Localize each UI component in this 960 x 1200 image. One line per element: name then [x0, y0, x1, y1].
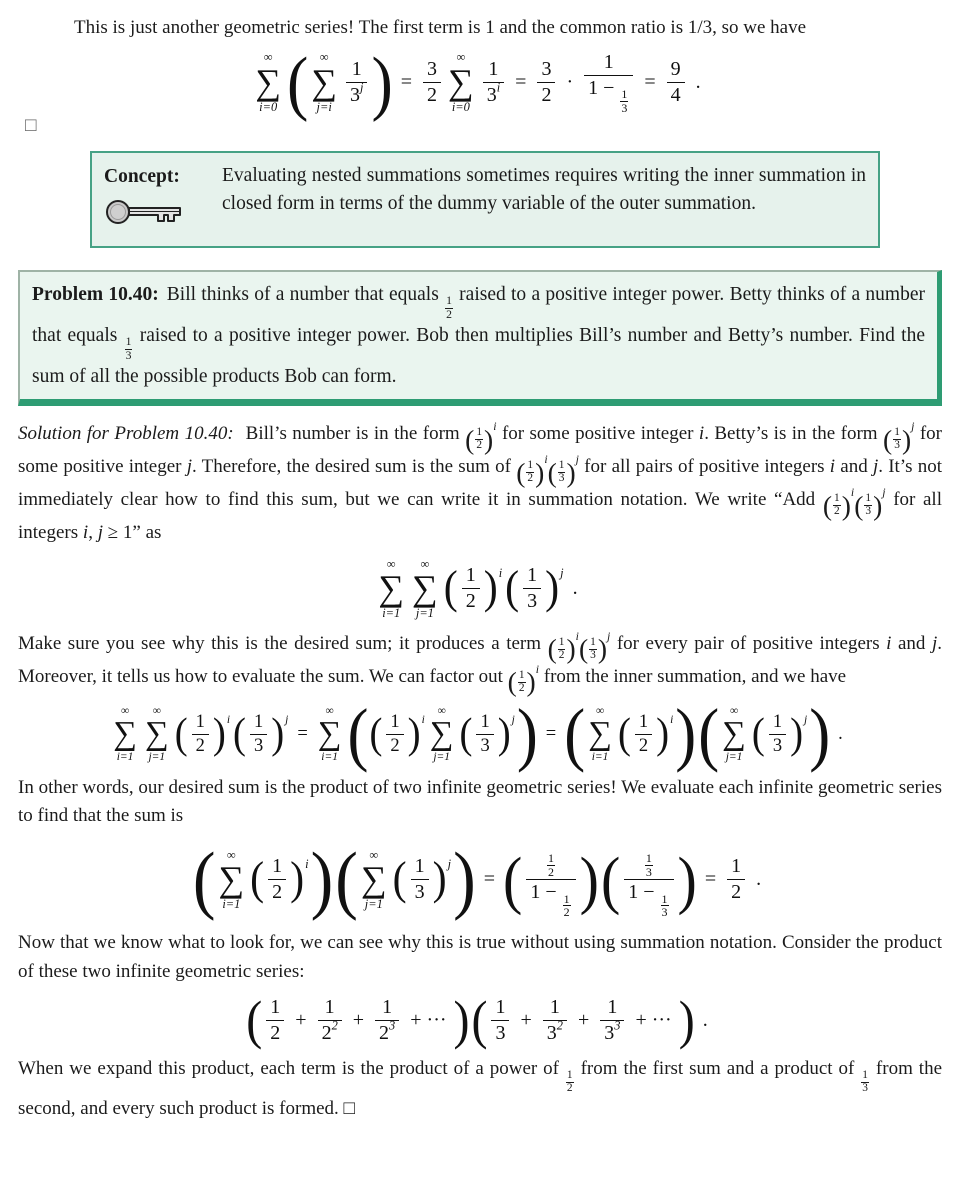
equation-expanded-series: ( $\frac{1}{2}$ + $\frac{1}{2^2}$ + $\frac{1}{2^3}$ + ··· ) ( $\frac{1}{3}$ + $\frac{1}{3^2}$ + $\frac{1}{3^3}$ + ··· ) .: [246, 990, 708, 1051]
solution-paragraph-5: When we expand this product, each term is the product of a power of $\frac{1}{2}$ from the first sum and a product of $\frac{1}{3}$ from the second, and every such product is formed. □: [18, 1058, 942, 1120]
equation-double-sum: ∞ ∑ i=1 ∞ ∑ j=1 ( $\frac{1}{2}$ ) i ( $\frac{1}{3}$ ) j .: [378, 556, 578, 621]
solution-paragraph-1: [18, 420, 942, 548]
solution-paragraph-4: Now that we know what to look for, we can see why this is true without using summation notation. Consider the product of these two infinite geometric series:: [18, 932, 942, 982]
concept-sidebar: [104, 162, 210, 237]
problem-label: Problem 10.40:: [32, 283, 159, 305]
key-icon: [104, 197, 210, 237]
intro-paragraph: This is just another geometric series! The first term is 1 and the common ratio is 1/3, so we have: [74, 17, 807, 38]
solution-paragraph-2: Make sure you see why this is the desired sum; it produces a term ( 1 2 ) $^i$ ( 1 3 ) $^j$ for every pair of positive integers i and j. Moreover, it tells us how to evaluate the sum. We can factor out ( 1 2 ) $^i$ from the inner summation, and we have: [18, 630, 942, 698]
solution-lead: Solution for Problem 10.40:: [18, 423, 234, 445]
solution-p1-text: Bill’s number is in the form ( 1 2 ) $^i$ for some positive integer i. Betty’s is in the form ( 1 3 ) $^j$ for some positive integer j. Therefore, the desired sum is the sum of ( 1 2 ) $^i$ ( 1 3 ) $^j$ for all pairs of positive integers i and j. It’s not immediately clear how to find this sum, but we can write it in summation notation. We write “Add ( 1 2 ) $^i$ ( 1 3 ) $^j$ for all integers i, j ≥ 1” as: [18, 420, 943, 544]
equation-factored-sums: ∞ ∑ i=1 ∞ ∑ j=1 ( $\frac{1}{2}$ ) i ( $\frac{1}{3}$ ) j = ∞ ∑ i=1 ( ( $\frac{1}{2}$ ) i ∞ ∑ j=1 ( $\frac{1}{3}$ ) j ) = ( ∞ ∑ i=1 ( $\frac{1}{2}$ ) i ) ( ∞ ∑ j=1 ( $\frac{1}{3}$ ) j ) .: [113, 695, 843, 774]
equation-nested-geometric-series: ∞ ∑ i=0 ( ∞ ∑ j=i $\frac{1}{3^j}$ ) = $\frac{3}{2}$ ∞ ∑ i=0 $\frac{1}{3^i}$ = $\frac{3}{2}$ · 1 1 − $\frac{1}{3}$ = $\frac{9}{4}$ .: [255, 42, 701, 122]
problem-text: Bill thinks of a number that equals $\frac{1}{2}$ raised to a positive integer power. Betty thinks of a number that equals $\frac{1}{3}$ raised to a positive integer power. Bob then multiplies Bill’s number and Betty’s number. Find the sum of all the possible products Bob can form.: [32, 283, 926, 387]
solution-paragraph-3: In other words, our desired sum is the product of two infinite geometric series! We evaluate each infinite geometric series to find that the sum is: [18, 776, 942, 827]
concept-box: [90, 151, 880, 248]
equation-evaluated-product: ( ∞ ∑ i=1 ( $\frac{1}{2}$ ) i ) ( ∞ ∑ j=1 ( $\frac{1}{3}$ ) j ) = ( $\frac{1}{2}$ 1 − $\frac{1}{2}$ ) ( $\frac{1}{3}$ 1 − $\frac{1}{3}$ ) = $\frac{1}{2}$ .: [192, 836, 762, 922]
concept-label: Concept:: [104, 166, 180, 188]
concept-text: Evaluating nested summations sometimes requires writing the inner summation in closed form in terms of the dummy variable of the outer summation.: [222, 165, 866, 214]
problem-box: [18, 270, 942, 406]
qed-square: □: [25, 115, 37, 137]
